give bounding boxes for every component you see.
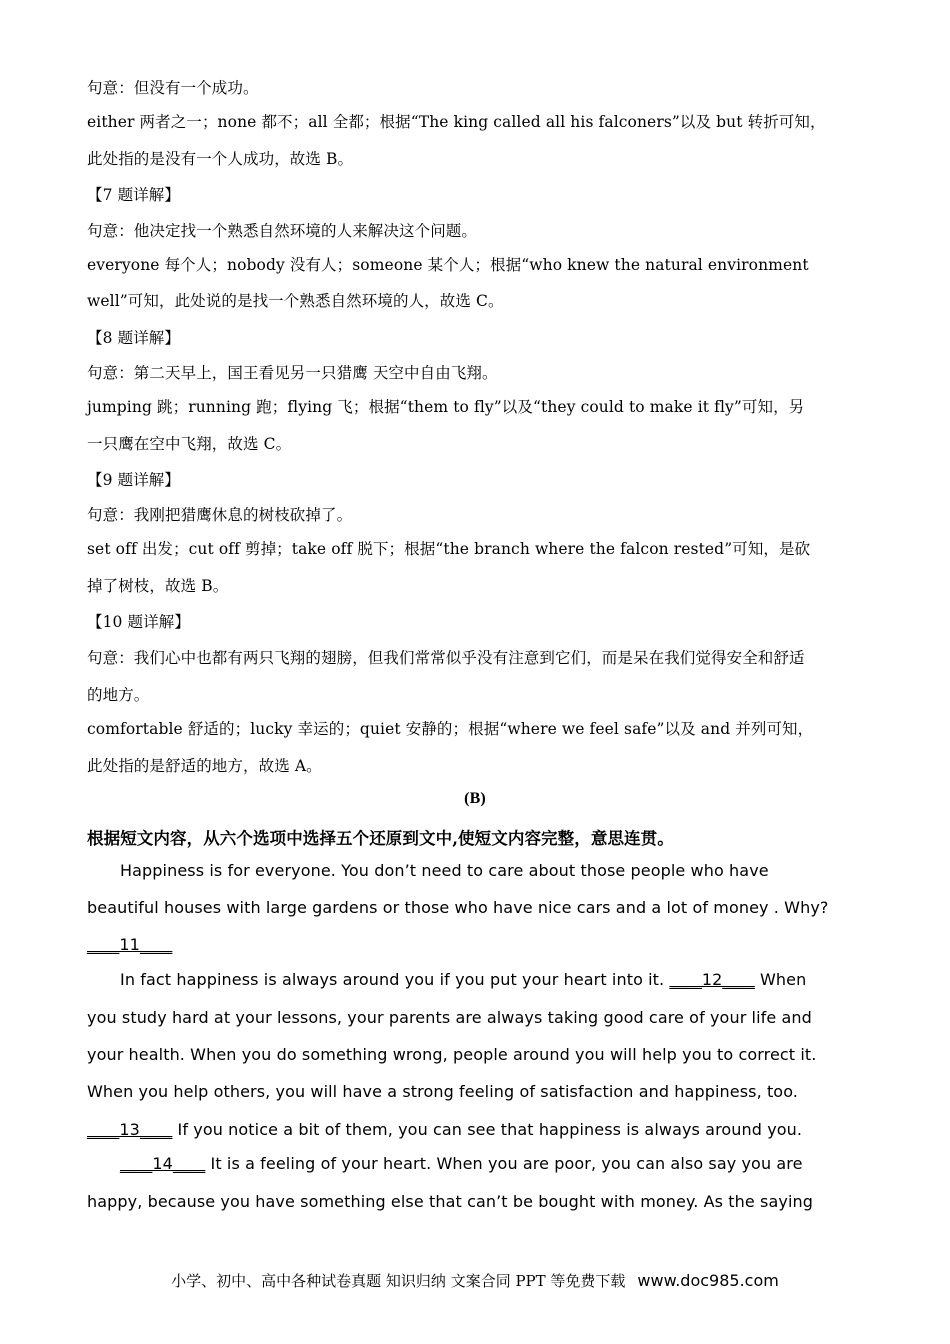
answer-line: 此处指的是没有一个人成功，故选 B。 [87, 150, 354, 168]
blank-14: ____14____ [120, 1154, 206, 1173]
question-heading: 【10 题详解】 [87, 613, 190, 631]
passage-line: ____14____ It is a feeling of your heart. When you are poor, you can also say you are [120, 1154, 803, 1173]
answer-line: 掉了树枝，故选 B。 [87, 577, 229, 595]
answer-line: 一只鹰在空中飞翔，故选 C。 [87, 435, 292, 453]
section-title: (B) [464, 790, 486, 807]
passage-line: ____13____ If you notice a bit of them, you can see that happiness is always around you. [87, 1120, 803, 1139]
passage-line: your health. When you do something wrong, people around you will help you to correct it. [87, 1045, 817, 1064]
answer-line: either 两者之一；none 都不；all 全都；根据“The king called all his falconers”以及 but 转折可知， [87, 113, 826, 131]
passage-line: When you help others, you will have a strong feeling of satisfaction and happiness, too. [87, 1082, 798, 1101]
answer-line: well”可知，此处说的是找一个熟悉自然环境的人，故选 C。 [87, 292, 504, 310]
answer-line: 句意：但没有一个成功。 [87, 79, 259, 97]
answer-line: 句意：他决定找一个熟悉自然环境的人来解决这个问题。 [87, 222, 478, 240]
passage-line: happy, because you have something else that can’t be bought with money. As the saying [87, 1192, 813, 1211]
answer-line: jumping 跳；running 跑；flying 飞；根据“them to fly”以及“they could to make it fly”可知，另 [87, 398, 805, 416]
answer-line: comfortable 舒适的；lucky 幸运的；quiet 安静的；根据“where we feel safe”以及 and 并列可知， [87, 720, 814, 738]
answer-line: set off 出发；cut off 剪掉；take off 脱下；根据“the branch where the falcon rested”可知，是砍 [87, 540, 811, 558]
passage-line: you study hard at your lessons, your parents are always taking good care of your life and [87, 1008, 812, 1027]
answer-line: 的地方。 [87, 686, 150, 704]
blank-13: ____13____ [87, 1120, 173, 1139]
answer-line: 句意：第二天早上，国王看见另一只猎鹰 天空中自由飞翔。 [87, 364, 498, 382]
answer-line: 此处指的是舒适的地方，故选 A。 [87, 757, 322, 775]
question-heading: 【8 题详解】 [87, 329, 180, 347]
question-heading: 【7 题详解】 [87, 186, 180, 204]
passage-line: Happiness is for everyone. You don’t need to care about those people who have [120, 861, 769, 880]
page-footer [0, 1270, 950, 1291]
passage-line: In fact happiness is always around you if you put your heart into it. ____12____ When [120, 970, 807, 989]
question-heading: 【9 题详解】 [87, 471, 180, 489]
instruction: 根据短文内容，从六个选项中选择五个还原到文中,使短文内容完整，意思连贯。 [87, 829, 674, 848]
blank-12: ____12____ [669, 970, 755, 989]
answer-line: everyone 每个人；nobody 没有人；someone 某个人；根据“who knew the natural environment [87, 256, 809, 274]
footer-text: 小学、初中、高中各种试卷真题 知识归纳 文案合同 PPT 等免费下载 [171, 1272, 626, 1290]
blank-11: ____11____ [87, 935, 173, 954]
answer-line: 句意：我们心中也都有两只飞翔的翅膀，但我们常常似乎没有注意到它们，而是呆在我们觉得安全和舒适 [87, 649, 805, 667]
answer-line: 句意：我刚把猎鹰休息的树枝砍掉了。 [87, 506, 353, 524]
passage-line: beautiful houses with large gardens or those who have nice cars and a lot of money . Why? [87, 898, 829, 917]
footer-url[interactable]: www.doc985.com [637, 1271, 779, 1290]
